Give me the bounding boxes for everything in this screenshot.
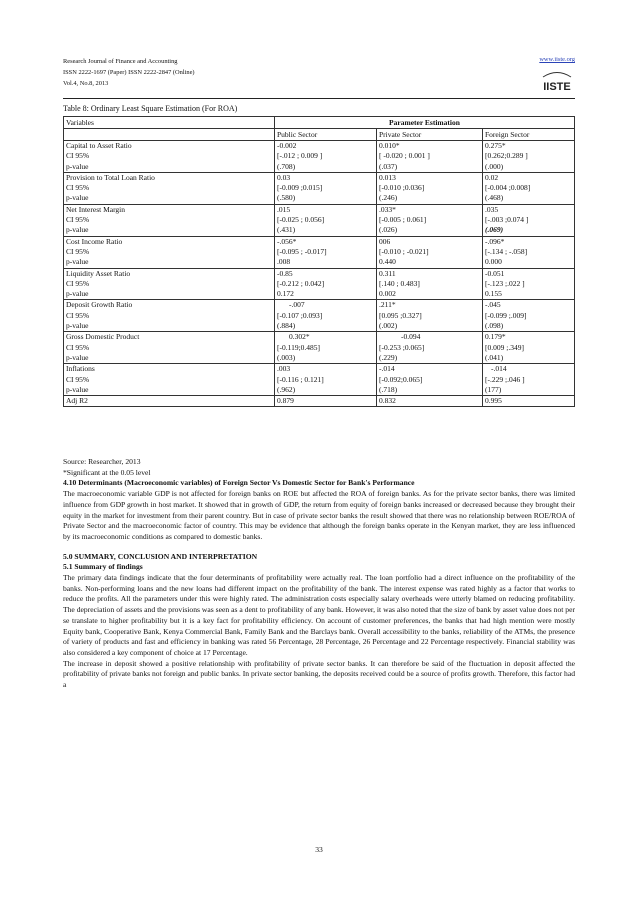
table-row	[64, 300, 575, 332]
variable-label: p-value	[66, 161, 89, 171]
private-value: 0.440	[379, 257, 396, 267]
private-value: (.037)	[379, 161, 398, 171]
journal-volume: Vol.4, No.8, 2013	[63, 80, 109, 87]
foreign-value: (.468)	[485, 193, 504, 203]
public-value: [-0.116 ; 0.121]	[277, 374, 324, 384]
foreign-value: [-0.004 ;0.008]	[485, 183, 531, 193]
running-header	[63, 56, 575, 96]
adj-r2-label: Adj R2	[64, 396, 275, 407]
public-value: -0.85	[277, 268, 293, 278]
private-sector-cell	[377, 300, 483, 332]
section-heading-410: 4.10 Determinants (Macroeconomic variables) of Foreign Sector Vs Domestic Sector for Bank's Performance	[63, 478, 415, 488]
private-sector-cell	[377, 204, 483, 236]
foreign-value: [-.134 ; -.058]	[485, 246, 528, 256]
public-value: (.003)	[277, 352, 296, 362]
variable-label: p-value	[66, 384, 89, 394]
table-row	[64, 204, 575, 236]
private-value: [-0.010 ;0.036]	[379, 183, 425, 193]
public-sector-cell	[275, 300, 377, 332]
journal-name: Research Journal of Finance and Accounting	[63, 58, 178, 65]
public-value: 0.302*	[289, 332, 310, 342]
public-value: .008	[277, 257, 291, 267]
variable-label: CI 95%	[66, 246, 90, 256]
private-value: (.229)	[379, 352, 398, 362]
variable-label: Provision to Total Loan Ratio	[66, 172, 155, 182]
public-value: (.884)	[277, 321, 296, 331]
private-sector-cell	[377, 172, 483, 204]
foreign-value: [-0.099 ;.009]	[485, 310, 527, 320]
variable-cell	[64, 172, 275, 204]
public-value: -0.002	[277, 141, 297, 150]
private-value: (.026)	[379, 225, 398, 235]
table-row	[64, 236, 575, 268]
foreign-value: 0.02	[485, 172, 499, 182]
header-variables: Variables	[64, 117, 275, 129]
foreign-value: 0.155	[485, 289, 502, 299]
public-sector-cell	[275, 364, 377, 396]
table-source: Source: Researcher, 2013	[63, 457, 141, 466]
variable-cell	[64, 204, 275, 236]
public-value: (.708)	[277, 161, 296, 171]
foreign-sector-cell	[483, 236, 575, 268]
private-value: (.246)	[379, 193, 398, 203]
table-row	[64, 172, 575, 204]
public-value: 0.03	[277, 172, 291, 182]
variable-cell	[64, 332, 275, 364]
variable-cell	[64, 141, 275, 173]
public-value: (.431)	[277, 225, 296, 235]
foreign-value: .035	[485, 204, 499, 214]
foreign-value: [-.123 ;.022 ]	[485, 278, 525, 288]
public-value: [-0.212 ; 0.042]	[277, 278, 325, 288]
ols-estimation-table	[63, 116, 575, 407]
public-value: (.962)	[277, 384, 296, 394]
private-value: [.140 ; 0.483]	[379, 278, 420, 288]
foreign-value: -.045	[485, 300, 501, 310]
public-value: [-0.095 ; -0.017]	[277, 246, 327, 256]
private-value: [0.095 ;0.327]	[379, 310, 422, 320]
private-sector-cell	[377, 332, 483, 364]
table-caption: Table 8: Ordinary Least Square Estimation (For ROA)	[63, 104, 238, 113]
foreign-value: [0.262;0.289 ]	[485, 151, 528, 161]
private-value: 0.311	[379, 268, 396, 278]
private-value: 0.013	[379, 172, 396, 182]
foreign-value: 0.000	[485, 257, 502, 267]
private-value: [ -0.020 ; 0.001 ]	[379, 151, 430, 161]
variable-label: CI 95%	[66, 215, 90, 225]
private-value: .211*	[379, 300, 396, 310]
adj-r2-private: 0.832	[377, 396, 483, 407]
table-row	[64, 364, 575, 396]
foreign-value: (.041)	[485, 352, 504, 362]
foreign-value: (.069)	[485, 225, 504, 235]
public-value: -.007	[289, 300, 305, 310]
paragraph-summary: The primary data findings indicate that the four determinants of profitability were actually real. The loan portfolio had a direct influence on the profitability of the banks. Non-performing loans and the new loans had different impact on the profitability of the bank. The interest expense was rated highly as a factor that works to reduce the profits. All the parameters under this were highly rated. The administration costs especially salary overheads were utterly blamed on reducing profitability. The depreciation of assets and the provisions was seen as a dent to profitability of any bank. However, it was also noted that the size of bank by asset value does not per se translate to higher profitability but it is a key fact for profitability efficiency. On account of customer preferences, the banks that had high mention were mostly Equity bank, Cooperative Bank, Kenya Commercial Bank, Family Bank and the Barclays bank. Overall accessibility to the banks, reliability of the ATMs, the presence of variety of products and fast and efficiency in banking was rated 56 Percentage, 28 Percentage, 26 Percentage and 22 Percentage respectively. Financial stability was also considered a key component of choice at 17 Percentage.	[63, 573, 575, 657]
body-text	[63, 457, 575, 691]
private-value: [-0.253 ;0.065]	[379, 342, 425, 352]
private-sector-cell	[377, 141, 483, 173]
table-row	[64, 268, 575, 300]
private-value: -.014	[379, 364, 395, 374]
public-value: .003	[277, 364, 291, 374]
private-sector-cell	[377, 364, 483, 396]
foreign-sector-cell	[483, 204, 575, 236]
private-value: (.718)	[379, 384, 398, 394]
variable-label: p-value	[66, 352, 89, 362]
public-sector-cell	[275, 236, 377, 268]
variable-label: CI 95%	[66, 183, 90, 193]
paragraph-macroeconomic: The macroeconomic variable GDP is not affected for foreign banks on ROE but affected the ROA of foreign banks. As for the private sector banks, there was limited influence from GDP growth in host market. It showed that in growth of GDP, the return from equity of foreign banks increased or decreased because they brought their equity in the market for investment from their parent country. But in case of private sector banks the result showed that there was no relationship between ROE/ROA of Private Sector and the macroeconomic factor of country. This may be evidence that although the foreign banks operate in the Kenyan market, they are less influenced by its macroeconomic conditions as compared to domestic banks.	[63, 489, 575, 541]
foreign-value: (.098)	[485, 321, 504, 331]
foreign-value: -.014	[491, 364, 507, 374]
adj-r2-public: 0.879	[275, 396, 377, 407]
foreign-value: (177)	[485, 384, 502, 394]
public-value: [-0.107 ;0.093]	[277, 310, 323, 320]
section-heading-50: 5.0 SUMMARY, CONCLUSION AND INTERPRETATION	[63, 551, 258, 561]
public-value: [-0.025 ; 0.056]	[277, 215, 325, 225]
adj-r2-foreign: 0.995	[483, 396, 575, 407]
variable-label: p-value	[66, 225, 89, 235]
variable-label: Gross Domestic Product	[66, 332, 140, 342]
public-sector-cell	[275, 172, 377, 204]
header-foreign-sector: Foreign Sector	[483, 129, 575, 141]
variable-label: Cost Income Ratio	[66, 236, 123, 246]
public-value: [-.012 ; 0.009 ]	[277, 151, 323, 161]
private-sector-cell	[377, 268, 483, 300]
header-rule	[63, 98, 575, 99]
foreign-value: [0.009 ;.349]	[485, 342, 524, 352]
foreign-value: 0.179*	[485, 332, 506, 342]
foreign-value: -0.051	[485, 268, 505, 278]
variable-label: CI 95%	[66, 151, 90, 161]
paragraph-deposit: The increase in deposit showed a positive relationship with profitability of private sector banks. It can therefore be said of the fluctuation in deposit affected the profitability of private banks not foreign and public banks. In private sector banking, the deposits received could be a source of profits growth. Therefore, this factor had a	[63, 658, 575, 690]
public-value: (.580)	[277, 193, 296, 203]
table-header-row	[64, 117, 575, 129]
significance-note: *Significant at the 0.05 level	[63, 467, 151, 477]
variable-label: p-value	[66, 289, 89, 299]
foreign-sector-cell	[483, 332, 575, 364]
public-sector-cell	[275, 332, 377, 364]
variable-cell	[64, 236, 275, 268]
header-public-sector: Public Sector	[275, 129, 377, 141]
header-private-sector: Private Sector	[377, 129, 483, 141]
variable-label: Net Interest Margin	[66, 204, 126, 214]
public-value: -.056*	[277, 236, 297, 246]
private-value: (.002)	[379, 321, 398, 331]
foreign-value: [-.229 ;.046 ]	[485, 374, 525, 384]
section-heading-51: 5.1 Summary of findings	[63, 562, 143, 572]
public-sector-cell	[275, 268, 377, 300]
public-value: [-0.119;0.485]	[277, 342, 321, 352]
private-value: 006	[379, 236, 391, 246]
variable-label: p-value	[66, 257, 89, 267]
foreign-sector-cell	[483, 172, 575, 204]
variable-cell	[64, 268, 275, 300]
foreign-sector-cell	[483, 141, 575, 173]
private-value: -0.094	[401, 332, 421, 342]
foreign-value: -.096*	[485, 236, 505, 246]
private-value: [-0.005 ; 0.061]	[379, 215, 427, 225]
public-sector-cell	[275, 141, 377, 173]
adj-r2-row	[64, 396, 575, 407]
variable-label: CI 95%	[66, 374, 90, 384]
journal-url-link[interactable]: www.iiste.org	[539, 56, 575, 63]
iiste-logo-icon	[539, 68, 575, 94]
foreign-value: (.000)	[485, 161, 504, 171]
public-value: 0.172	[277, 289, 294, 299]
private-value: .033*	[379, 204, 396, 214]
foreign-value: 0.275*	[485, 141, 506, 150]
public-value: [-0.009 ;0.015]	[277, 183, 323, 193]
svg-text:IISTE: IISTE	[543, 81, 571, 93]
table-subheader-row	[64, 129, 575, 141]
table-row	[64, 332, 575, 364]
table-row	[64, 141, 575, 173]
variable-cell	[64, 364, 275, 396]
foreign-sector-cell	[483, 268, 575, 300]
header-parameter-estimation: Parameter Estimation	[275, 117, 575, 129]
variable-label: Inflations	[66, 364, 95, 374]
variable-label: p-value	[66, 193, 89, 203]
private-value: [-0.010 ; -0.021]	[379, 246, 429, 256]
variable-label: Deposit Growth Ratio	[66, 300, 133, 310]
page-number: 33	[315, 845, 323, 854]
journal-issn: ISSN 2222-1697 (Paper) ISSN 2222-2847 (Online)	[63, 69, 195, 76]
public-sector-cell	[275, 204, 377, 236]
variable-label: CI 95%	[66, 310, 90, 320]
variable-cell	[64, 300, 275, 332]
foreign-value: [-.003 ;0.074 ]	[485, 215, 529, 225]
private-value: 0.002	[379, 289, 396, 299]
foreign-sector-cell	[483, 300, 575, 332]
foreign-sector-cell	[483, 364, 575, 396]
variable-label: Liquidity Asset Ratio	[66, 268, 131, 278]
variable-label: p-value	[66, 321, 89, 331]
variable-label: CI 95%	[66, 278, 90, 288]
variable-label: CI 95%	[66, 342, 90, 352]
private-sector-cell	[377, 236, 483, 268]
public-value: .015	[277, 204, 291, 214]
private-value: 0.010*	[379, 141, 400, 150]
variable-label: Capital to Asset Ratio	[66, 141, 132, 150]
private-value: [-0.092;0.065]	[379, 374, 423, 384]
